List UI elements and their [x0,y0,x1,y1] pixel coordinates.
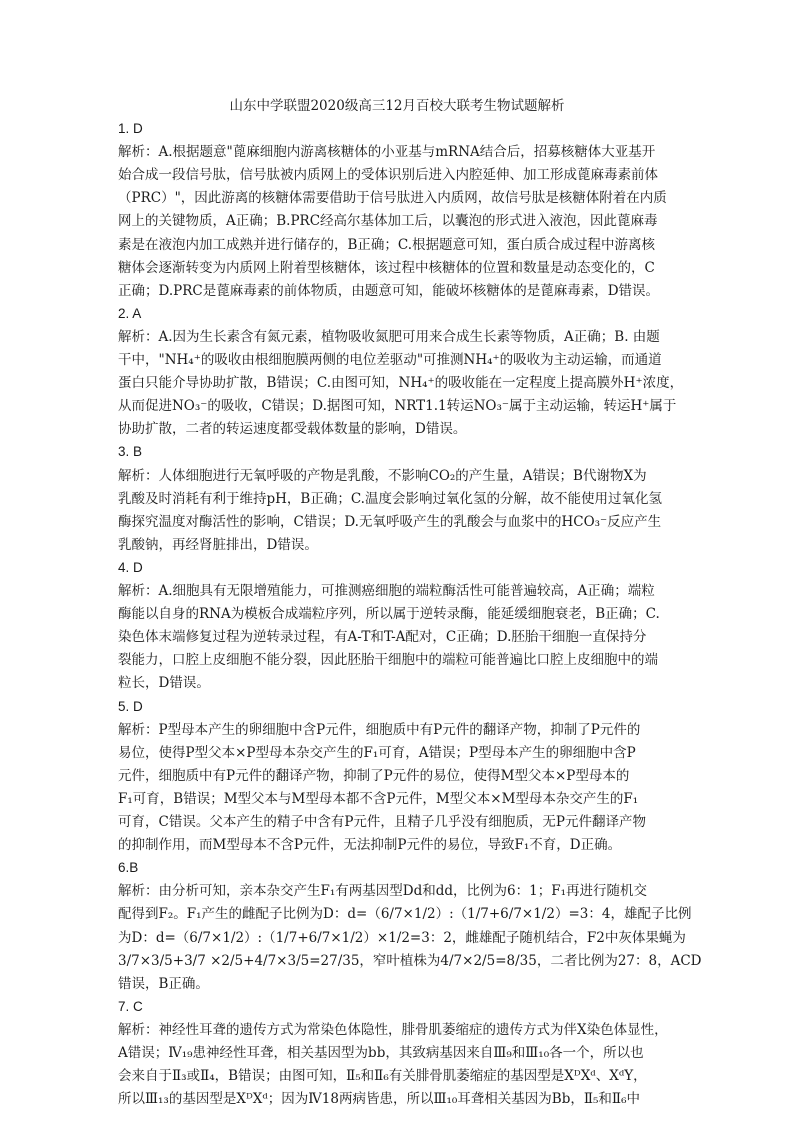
explanation-line: A错误；Ⅳ₁₉患神经性耳聋，相关基因型为bb，其致病基因来自Ⅲ₉和Ⅲ₁₀各一个，所以也 [118,1045,644,1061]
explanation-line: 协助扩散，二者的转运速度都受载体数量的影响，D错误。 [118,421,467,438]
explanation-line: 解析：A.细胞具有无限增殖能力，可推测癌细胞的端粒酶活性可能普遍较高，A正确；端粒 [118,583,655,599]
explanation-line: 所以Ⅲ₁₃的基因型是XᴰXᵈ；因为Ⅳ18两病皆患，所以Ⅲ₁₀耳聋相关基因为Bb，Ⅱ₅和Ⅱ₆中 [118,1091,641,1108]
explanation-line: 会来自于Ⅱ₃或Ⅱ₄，B错误；由图可知，Ⅱ₅和Ⅱ₆有关腓骨肌萎缩症的基因型是XᴰXᵈ、XᵈY， [118,1068,647,1085]
explanation-line: 错误，B正确。 [118,975,209,992]
explanation-line: 为D：d=（6/7×1/2）:（1/7+6/7×1/2）×1/2=3：2，雌雄配子随机结合，F2中灰体果蝇为 [118,929,686,946]
explanation-line: 裂能力，口腔上皮细胞不能分裂，因此胚胎干细胞中的端粒可能普遍比口腔上皮细胞中的端 [118,652,658,669]
explanation-line: 从而促进NO₃⁻的吸收，C错误；D.据图可知，NRT1.1转运NO₃⁻属于主动运输，转运H⁺属于 [118,398,677,415]
explanation-line: 干中，"NH₄⁺的吸收由根细胞膜两侧的电位差驱动"可推测NH₄⁺的吸收为主动运输，而通道 [118,352,662,368]
explanation-line: 粒长，D错误。 [118,675,210,692]
explanation-line: 网上的关键物质，A正确；B.PRC经高尔基体加工后，以囊泡的形式进入液泡，因此蓖麻毒 [118,213,658,230]
explanation-line: 正确；D.PRC是蓖麻毒素的前体物质，由题意可知，能破坏核糖体的是蓖麻毒素，D错误。 [118,282,660,299]
explanation-line: 蛋白只能介导协助扩散，B错误；C.由图可知，NH₄⁺的吸收能在一定程度上提高膜外H⁺浓度， [118,375,684,392]
explanation-line: 染色体末端修复过程为逆转录过程，有A-T和T-A配对，C正确；D.胚胎干细胞一直保持分 [118,629,647,646]
explanation-line: 乳酸及时消耗有利于维持pH，B正确；C.温度会影响过氧化氢的分解，故不能使用过氧化氢 [118,490,662,507]
explanation-line: 解析：P型母本产生的卵细胞中含P元件，细胞质中有P元件的翻译产物，抑制了P元件的 [118,721,641,738]
question-number: 3. B [118,444,143,460]
explanation-line: 元件，细胞质中有P元件的翻译产物，抑制了P元件的易位，使得M型父本×P型母本的 [118,767,630,784]
explanation-line: 解析：由分析可知，亲本杂交产生F₁有两基因型Dd和dd，比例为6：1；F₁再进行随机交 [118,883,647,900]
explanation-line: 酶能以自身的RNA为模板合成端粒序列，所以属于逆转录酶，能延缓细胞衰老，B正确；C. [118,606,660,623]
explanation-line: 始合成一段信号肽，信号肽被内质网上的受体识别后进入内腔延伸、加工形成蓖麻毒素前体 [118,167,658,184]
explanation-line: 解析：人体细胞进行无氧呼吸的产物是乳酸，不影响CO₂的产生量，A错误；B代谢物X为 [118,467,647,484]
explanation-line: （PRC）"，因此游离的核糖体需要借助于信号肽进入内质网，故信号肽是核糖体附着在内质 [118,190,667,207]
question-number: 6.B [118,860,139,876]
explanation-line: 配得到F₂。F₁产生的雌配子比例为D：d=（6/7×1/2）:（1/7+6/7×1/2）=3：4，雄配子比例 [118,906,692,923]
explanation-line: 糖体会逐渐转变为内质网上附着型核糖体，该过程中核糖体的位置和数量是动态变化的，C [118,259,655,276]
explanation-line: 素是在液泡内加工成熟并进行储存的，B正确；C.根据题意可知，蛋白质合成过程中游离核 [118,236,656,253]
explanation-line: 的抑制作用，而M型母本不含P元件，无法抑制P元件的易位，导致F₁不育，D正确。 [118,837,622,854]
question-number: 2. A [118,305,142,321]
explanation-line: 酶探究温度对酶活性的影响，C错误；D.无氧呼吸产生的乳酸会与血浆中的HCO₃⁻反应产生 [118,513,662,530]
explanation-line: 解析：A.因为生长素含有氮元素，植物吸收氮肥可用来合成生长素等物质，A正确；B. 由题 [118,328,660,345]
question-number: 7. C [118,998,143,1014]
question-number: 5. D [118,698,143,714]
explanation-line: 解析：A.根据题意"蓖麻细胞内游离核糖体的小亚基与mRNA结合后，招募核糖体大亚基开 [118,144,656,161]
explanation-line: 可育，C错误。父本产生的精子中含有P元件，且精子几乎没有细胞质，无P元件翻译产物 [118,814,646,830]
question-number: 4. D [118,559,143,575]
explanation-line: 易位，使得P型父本×P型母本杂交产生的F₁可育，A错误；P型母本产生的卵细胞中含P [118,744,636,761]
explanation-line: F₁可育，B错误；M型父本与M型母本都不含P元件，M型父本×M型母本杂交产生的F₁ [118,790,639,807]
explanation-line: 乳酸钠，再经肾脏排出，D错误。 [118,536,318,553]
explanation-line: 3/7×3/5+3/7 ×2/5+4/7×3/5=27/35，窄叶植株为4/7×2/5=8/35，二者比例为27：8，ACD [118,952,702,969]
page-title: 山东中学联盟2020级高三12月百校大联考生物试题解析 [229,98,565,114]
question-number: 1. D [118,121,143,136]
explanation-line: 解析：神经性耳聋的遗传方式为常染色体隐性，腓骨肌萎缩症的遗传方式为伴X染色体显性， [118,1021,668,1038]
